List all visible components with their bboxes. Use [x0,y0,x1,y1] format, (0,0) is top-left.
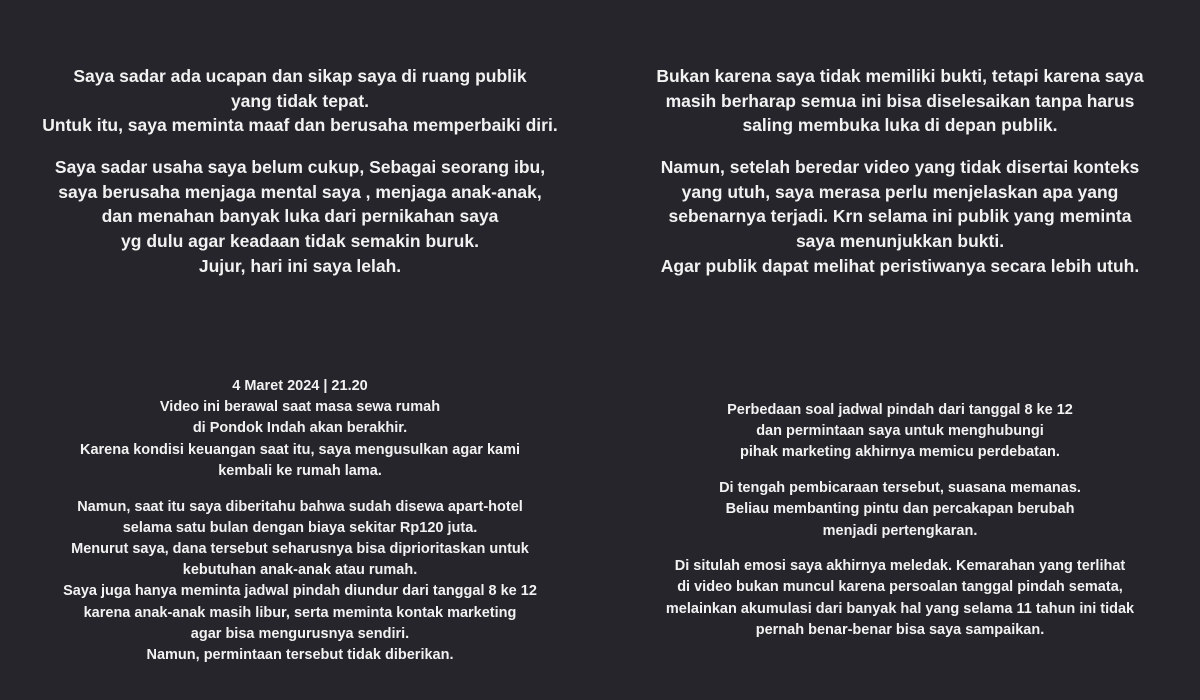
statement-line: saling membuka luka di depan publik. [742,115,1058,136]
statement-line: sebenarnya terjadi. Krn selama ini publik yang meminta [668,206,1132,227]
statement-line: kembali ke rumah lama. [218,462,382,479]
statement-line: Untuk itu, saya meminta maaf dan berusaha memperbaiki diri. [42,115,558,136]
statement-line: Saya sadar usaha saya belum cukup, Sebagai seorang ibu, [54,157,546,178]
statement-panel-bottom-left [0,376,600,666]
statement-line: dan permintaan saya untuk menghubungi [756,423,1044,440]
statement-line: selama satu bulan dengan biaya sekitar Rp120 juta. [122,519,478,536]
statement-line: dan menahan banyak luka dari pernikahan saya [101,206,499,227]
statement-line: di Pondok Indah akan berakhir. [192,420,408,437]
statement-line: pihak marketing akhirnya memicu perdebatan. [740,444,1060,461]
statement-line: Karena kondisi keuangan saat itu, saya mengusulkan agar kami [80,441,520,458]
statement-line [600,138,1200,156]
statement-line: Beliau membanting pintu dan percakapan berubah [725,501,1075,518]
statement-line: Menurut saya, dana tersebut seharusnya bisa diprioritaskan untuk [71,540,529,557]
statement-line: yang tidak tepat. [230,90,370,111]
statement-panel-top-right [600,64,1200,278]
statement-line: yang utuh, saya merasa perlu menjelaskan apa yang [681,181,1119,202]
statement-line: yg dulu agar keadaan tidak semakin buruk. [121,231,479,252]
statement-line: Namun, permintaan tersebut tidak diberikan. [146,646,454,663]
statement-line [600,542,1200,557]
statement-line: Namun, setelah beredar video yang tidak disertai konteks [660,157,1140,178]
statement-line: di video bukan muncul karena persoalan tanggal pindah semata, [677,579,1123,596]
statement-line: 4 Maret 2024 | 21.20 [232,378,368,394]
statement-line: Di situlah emosi saya akhirnya meledak. Kemarahan yang terlihat [674,558,1126,575]
statement-line: Video ini berawal saat masa sewa rumah [159,399,441,416]
statement-line: karena anak-anak masih libur, serta meminta kontak marketing [83,604,517,621]
statement-line: melainkan akumulasi dari banyak hal yang selama 11 tahun ini tidak [665,600,1135,617]
statement-line: Perbedaan soal jadwal pindah dari tanggal 8 ke 12 [727,402,1073,418]
statement-line: Saya sadar ada ucapan dan sikap saya di ruang publik [73,66,527,86]
statement-line: Saya juga hanya meminta jadwal pindah diundur dari tanggal 8 ke 12 [63,583,537,600]
statement-line: masih berharap semua ini bisa diselesaikan tanpa harus [665,90,1135,111]
statement-line [0,482,600,497]
statement-line [0,138,600,156]
statement-line: saya berusaha menjaga mental saya , menjaga anak-anak, [58,181,542,202]
statement-line: Di tengah pembicaraan tersebut, suasana memanas. [719,480,1081,497]
statement-line: pernah benar-benar bisa saya sampaikan. [755,621,1045,638]
statement-line [600,464,1200,479]
statement-panel-bottom-right [600,400,1200,641]
statement-line: kebutuhan anak-anak atau rumah. [182,562,418,579]
statement-line: Bukan karena saya tidak memiliki bukti, tetapi karena saya [656,66,1144,86]
statement-line: saya menunjukkan bukti. [795,231,1005,252]
statement-line: Jujur, hari ini saya lelah. [198,255,402,276]
statement-line: menjadi pertengkaran. [822,522,978,539]
statement-line: Agar publik dapat melihat peristiwanya secara lebih utuh. [660,255,1140,276]
statement-panel-top-left [0,64,600,278]
statement-line: Namun, saat itu saya diberitahu bahwa sudah disewa apart-hotel [77,498,523,515]
statement-line: agar bisa mengurusnya sendiri. [190,625,410,642]
